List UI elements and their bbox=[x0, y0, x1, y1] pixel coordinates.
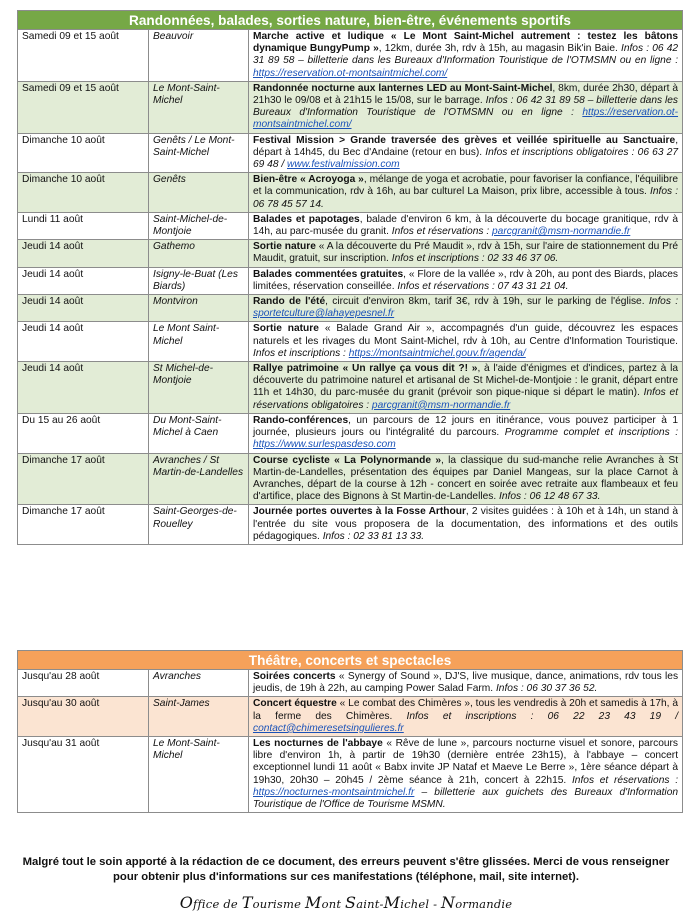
event-title: Sortie nature bbox=[253, 323, 319, 335]
event-title: Bien-être « Acroyoga » bbox=[253, 174, 364, 186]
event-row bbox=[18, 212, 683, 239]
event-description bbox=[249, 453, 683, 505]
event-info: Infos et réservations : bbox=[571, 774, 679, 786]
event-date: Dimanche 17 août bbox=[18, 505, 149, 545]
event-place: Beauvoir bbox=[149, 30, 249, 82]
event-place: Isigny-le-Buat (Les Biards) bbox=[149, 267, 249, 294]
event-description bbox=[249, 30, 683, 82]
event-description bbox=[249, 505, 683, 545]
event-title: Rallye patrimoine « Un rallye ça vous dit ?! » bbox=[253, 363, 478, 375]
event-details: , 2 visites guidées : à 10h et à 14h, un stand à l'entrée du site vous proposera de la documentation, des informations et des outils pédagogiques. bbox=[253, 506, 679, 542]
event-details: « Balade Grand Air », accompagnés d'un guide, découvrez les espaces naturels et les rivages du Mont Saint-Michel, rdv à 10h, au Centre d'Information Touristique. bbox=[253, 323, 679, 347]
event-description bbox=[249, 81, 683, 133]
event-place: Le Mont-Saint-Michel bbox=[149, 737, 249, 813]
event-info: Infos : 06 30 37 36 52. bbox=[495, 683, 598, 695]
event-link[interactable]: https://montsaintmichel.gouv.fr/agenda/ bbox=[348, 347, 526, 359]
event-description bbox=[249, 173, 683, 213]
event-info: Infos : 06 12 48 67 33. bbox=[499, 491, 601, 503]
event-details: , balade d'environ 6 km, à la découverte du bocage granitique, rdv à 14h, au parc-musée du granit. bbox=[253, 213, 679, 238]
event-info: Infos et inscriptions : 06 22 23 43 19 / bbox=[406, 710, 679, 722]
event-title: Course cycliste « La Polynormande » bbox=[253, 454, 442, 466]
event-title: Randonnée nocturne aux lanternes LED au Mont-Saint-Michel bbox=[253, 82, 553, 94]
event-date: Jeudi 14 août bbox=[18, 267, 149, 294]
event-date: Samedi 09 et 15 août bbox=[18, 30, 149, 82]
event-date: Dimanche 10 août bbox=[18, 173, 149, 213]
event-info: Infos : 06 42 31 89 58 – billetterie dans les Bureaux d'Information Touristique de l'OTMSMN ou en ligne : bbox=[253, 95, 679, 119]
event-info: Infos : 06 78 45 57 14. bbox=[253, 186, 679, 210]
event-info-tail: – billetterie aux guichets des Bureaux d'Information Touristique de l'Office de Tourisme MSMN. bbox=[253, 786, 679, 811]
event-description bbox=[249, 322, 683, 362]
event-link[interactable]: https://nocturnes-montsaintmichel.fr bbox=[253, 786, 415, 798]
event-description bbox=[249, 362, 683, 414]
event-place: Du Mont-Saint-Michel à Caen bbox=[149, 413, 249, 453]
event-place: Saint-James bbox=[149, 697, 249, 737]
events-table-outdoor bbox=[17, 10, 683, 545]
event-description bbox=[249, 212, 683, 239]
event-description bbox=[249, 737, 683, 813]
event-place: Genêts bbox=[149, 173, 249, 213]
event-link[interactable]: parcgranit@msm-normandie.fr bbox=[491, 226, 631, 238]
event-title: Marche active et ludique « Le Mont Saint-Michel autrement : testez les bâtons dynamique BungyPump » bbox=[253, 31, 679, 55]
event-date: Jusqu'au 31 août bbox=[18, 737, 149, 813]
event-place: Le Mont-Saint-Michel bbox=[149, 81, 249, 133]
event-date: Jusqu'au 30 août bbox=[18, 697, 149, 737]
event-details: « A la découverte du Pré Maudit », rdv à 15h, sur l'aire de stationnement du Pré Maudit, gratuit, sur inscription. bbox=[253, 241, 679, 265]
event-place: Gathemo bbox=[149, 240, 249, 267]
event-details: , circuit d'environ 8km, tarif 3€, rdv à 19h, sur le parking de l'église. bbox=[325, 296, 649, 308]
event-place: Saint-Georges-de-Rouelley bbox=[149, 505, 249, 545]
event-date: Du 15 au 26 août bbox=[18, 413, 149, 453]
event-link[interactable]: https://reservation.ot-montsaintmichel.com/ bbox=[253, 107, 679, 131]
office-signature: Office de Tourisme Mont Saint-Michel - Normandie bbox=[179, 893, 513, 912]
event-date: Dimanche 17 août bbox=[18, 453, 149, 505]
event-info: Infos : 06 42 31 89 58 – billetterie dans les Bureaux d'Information Touristique de l'OTMSMN ou en ligne : bbox=[253, 43, 679, 67]
event-title: Balades et papotages bbox=[253, 213, 360, 225]
event-link[interactable]: https://www.surlespasdeso.com bbox=[253, 439, 396, 451]
event-row bbox=[18, 453, 683, 505]
event-description bbox=[249, 295, 683, 322]
event-title: Concert équestre bbox=[253, 698, 337, 710]
event-row bbox=[18, 240, 683, 267]
events-table-shows bbox=[17, 650, 683, 813]
event-date: Lundi 11 août bbox=[18, 212, 149, 239]
event-link[interactable]: parcgranit@msm-normandie.fr bbox=[371, 399, 511, 411]
event-info: Infos et réservations : bbox=[391, 226, 492, 238]
event-place: Saint-Michel-de-Montjoie bbox=[149, 212, 249, 239]
event-link[interactable]: sportetculture@lahayepesnel.fr bbox=[253, 308, 395, 320]
event-row bbox=[18, 505, 683, 545]
event-title: Rando-conférences bbox=[253, 414, 349, 426]
event-link[interactable]: https://reservation.ot-montsaintmichel.com/ bbox=[253, 67, 448, 79]
event-details: , « Flore de la vallée », rdv à 20h, au pont des Biards, places limitées, réservation conseillée. bbox=[253, 268, 679, 292]
event-details: « Synergy of Sound », DJ'S, live musique, dance, animations, rdv tous les jeudis, de 19h à 22h, au camping Power Salad Farm. bbox=[253, 671, 679, 695]
event-title: Balades commentées gratuites bbox=[253, 268, 404, 280]
event-link[interactable]: contact@chimeresetsingulieres.fr bbox=[253, 722, 404, 734]
event-row bbox=[18, 413, 683, 453]
event-details: , 8km, durée 2h30, départ à 21h30 le 09/08 et à 21h15 le 15/08, sur le barrage. bbox=[253, 82, 679, 107]
event-row bbox=[18, 295, 683, 322]
event-title: Journée portes ouvertes à la Fosse Arthour bbox=[253, 506, 466, 518]
event-details: , départ à 14h45, du Bec d'Andaine (retour en bus). bbox=[253, 134, 679, 158]
event-description bbox=[249, 240, 683, 267]
event-details: « Le combat des Chimères », tous les vendredis à 20h et samedis à 17h, à la ferme des Chimères. bbox=[253, 698, 679, 722]
event-place: Le Mont Saint-Michel bbox=[149, 322, 249, 362]
event-details: , mélange de yoga et acrobatie, pour favoriser la confiance, l'équilibre et la communication, rdv à 16h, au bar culturel La Maison, prix libre, accessible à tous. bbox=[253, 174, 679, 198]
event-row bbox=[18, 81, 683, 133]
event-row bbox=[18, 737, 683, 813]
event-date: Jeudi 14 août bbox=[18, 240, 149, 267]
event-row bbox=[18, 362, 683, 414]
event-date: Jeudi 14 août bbox=[18, 362, 149, 414]
section-title: Randonnées, balades, sorties nature, bien-être, événements sportifs bbox=[18, 11, 683, 30]
event-info: Infos et réservations obligatoires : bbox=[253, 387, 679, 411]
event-info: Infos et inscriptions obligatoires : 06 63 27 69 48 / bbox=[253, 146, 679, 171]
event-description bbox=[249, 133, 683, 173]
event-row bbox=[18, 322, 683, 362]
event-info: Infos : 02 33 81 13 33. bbox=[322, 530, 425, 542]
event-place: St Michel-de-Montjoie bbox=[149, 362, 249, 414]
event-place: Avranches / St Martin-de-Landelles bbox=[149, 453, 249, 505]
event-place: Avranches bbox=[149, 670, 249, 697]
event-title: Festival Mission > Grande traversée des grèves et veillée spirituelle au Sanctuaire bbox=[253, 134, 676, 146]
event-info: Infos et inscriptions : bbox=[253, 347, 349, 359]
event-details: « Rêve de lune », parcours nocturne visuel et sonore, parcours libre d'environ 1h, à partir de 19h30 (dernière entrée 23h15), à l'abbaye – concert exceptionnel lundi 11 août « Babx invite JP Nataf et Maeve Le Berre », 1ère séance départ à 19h30, 20h30 – 20h45 / 2ème séance à 21h, concert à 22h15. bbox=[253, 738, 679, 786]
event-row bbox=[18, 173, 683, 213]
event-row bbox=[18, 670, 683, 697]
event-description bbox=[249, 670, 683, 697]
section-title: Théâtre, concerts et spectacles bbox=[18, 651, 683, 670]
event-date: Jeudi 14 août bbox=[18, 322, 149, 362]
event-link[interactable]: www.festivalmission.com bbox=[287, 159, 400, 171]
event-details: , 12km, durée 3h, rdv à 15h, au magasin Bik'in Baie. bbox=[378, 43, 621, 55]
event-date: Dimanche 10 août bbox=[18, 133, 149, 173]
event-title: Les nocturnes de l'abbaye bbox=[253, 738, 383, 750]
event-title: Soirées concerts bbox=[253, 671, 336, 682]
event-details: , à l'aide d'énigmes et d'indices, partez à la découverte du patrimoine naturel et artisanal de St Michel-de-Montjoie : le granit, départ entre 11h et 14h30, du parc-musée du granit (prévoir son pique-nique si départ le matin). bbox=[253, 363, 679, 399]
event-description bbox=[249, 267, 683, 294]
event-info: Infos et réservations : 07 43 31 21 04. bbox=[397, 280, 569, 292]
event-row bbox=[18, 133, 683, 173]
event-details: , un parcours de 12 jours en itinérance, vous pouvez participer à 1 journée, plusieurs jours ou l'intégralité du parcours. bbox=[253, 414, 679, 439]
event-description bbox=[249, 697, 683, 737]
event-title: Sortie nature bbox=[253, 241, 316, 253]
event-info: Infos : bbox=[648, 296, 679, 308]
event-row bbox=[18, 267, 683, 294]
event-place: Genêts / Le Mont-Saint-Michel bbox=[149, 133, 249, 173]
event-info: Programme complet et inscriptions : bbox=[504, 427, 679, 439]
event-date: Samedi 09 et 15 août bbox=[18, 81, 149, 133]
disclaimer: Malgré tout le soin apporté à la rédaction de ce document, des erreurs peuvent s'être glissées. Merci de vous renseigner pour obtenir plus d'informations sur ces manifestations (téléphone, mail, site internet). bbox=[22, 856, 670, 883]
event-row bbox=[18, 697, 683, 737]
event-place: Montviron bbox=[149, 295, 249, 322]
event-row bbox=[18, 30, 683, 82]
event-description bbox=[249, 413, 683, 453]
event-info: Infos et inscriptions : 02 33 46 37 06. bbox=[391, 253, 559, 265]
event-date: Jusqu'au 28 août bbox=[18, 670, 149, 697]
event-title: Rando de l'été bbox=[253, 296, 326, 308]
event-details: , la classique du sud-manche relie Avranches à St Martin-de-Landelles, présentation des équipes par Daniel Mangeas, sur la place Carnot à Avranches, départ de la course à 12h - concert en soirée avec retraite aux flambeaux et feu d'artifice, place des Bignons à St Martin-de-Landelles. bbox=[253, 454, 679, 503]
event-date: Jeudi 14 août bbox=[18, 295, 149, 322]
